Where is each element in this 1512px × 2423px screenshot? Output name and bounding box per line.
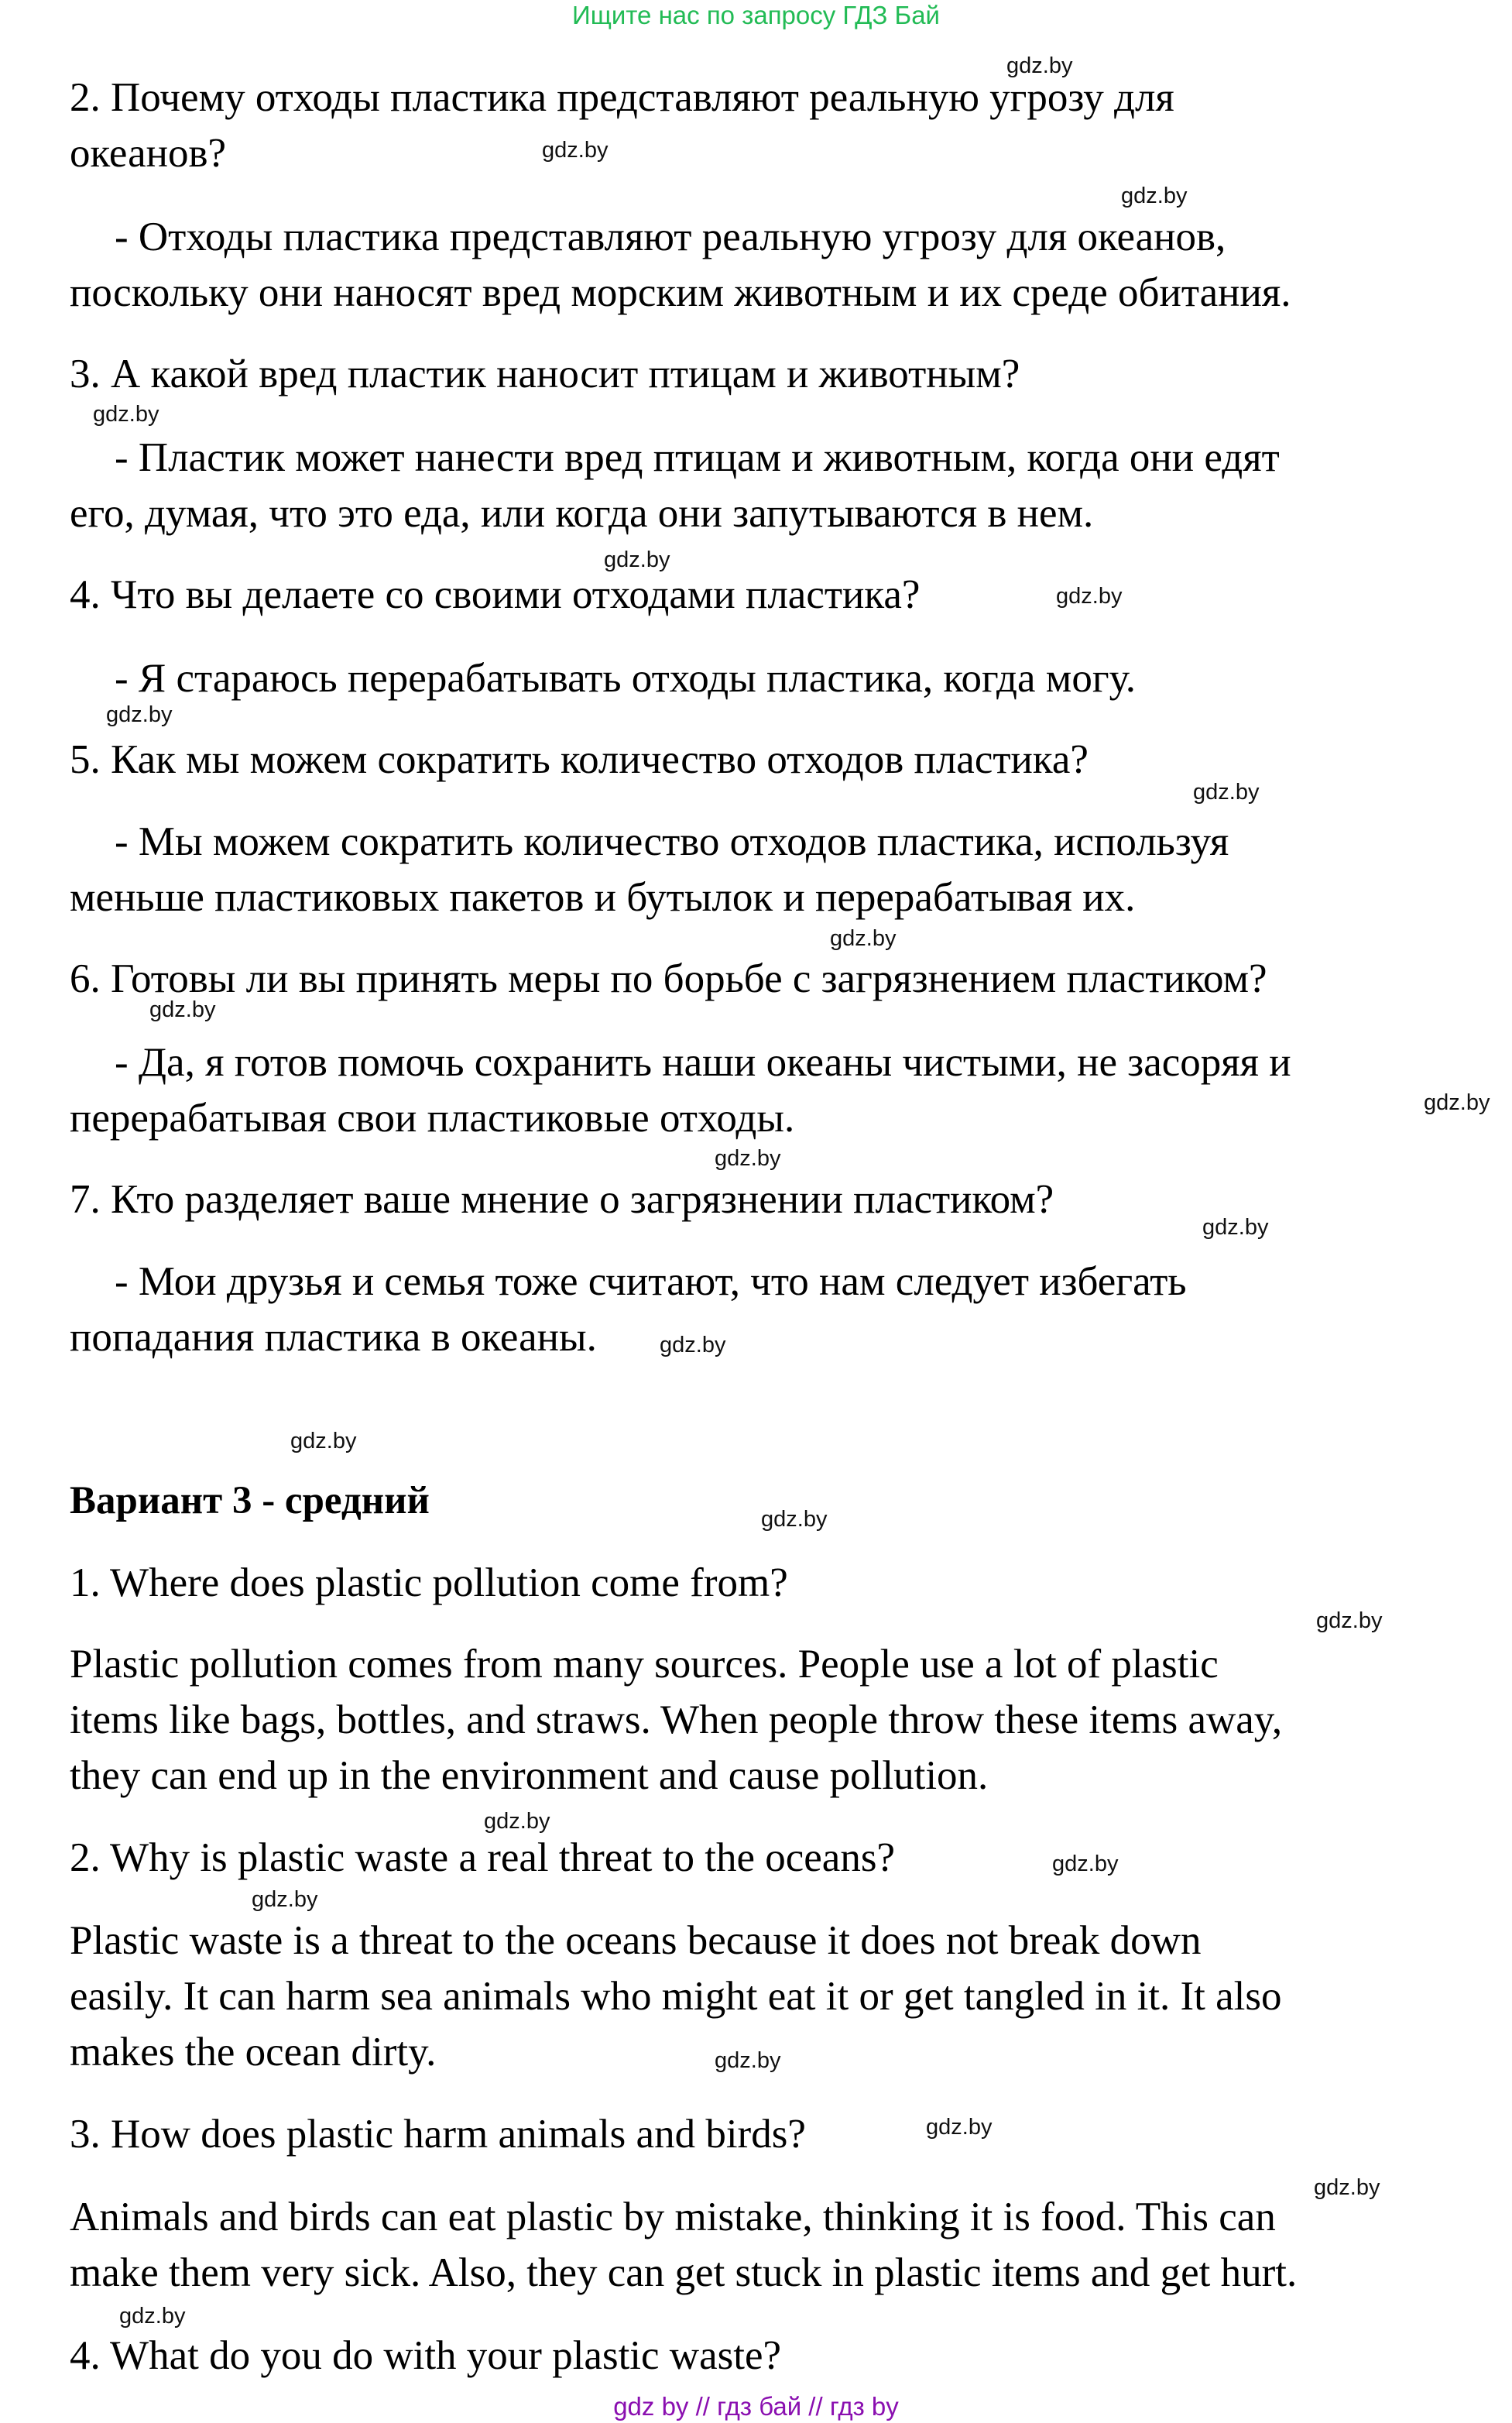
answer-7-ru-cont: попадания пластика в океаны. [70, 1315, 597, 1360]
watermark: gdz.by [1121, 184, 1188, 208]
question-3-en: 3. How does plastic harm animals and birds? [70, 2112, 806, 2157]
answer-2-en-cont-2: makes the ocean dirty. [70, 2030, 437, 2075]
watermark: gdz.by [149, 997, 216, 1022]
watermark: gdz.by [1006, 53, 1073, 78]
answer-7-ru: - Мои друзья и семья тоже считают, что нам следует избегать [115, 1259, 1187, 1304]
watermark: gdz.by [1052, 1852, 1119, 1876]
watermark: gdz.by [290, 1429, 357, 1453]
watermark: gdz.by [542, 138, 609, 163]
question-2-ru-cont: океанов? [70, 131, 227, 176]
answer-1-en-cont-2: they can end up in the environment and cause pollution. [70, 1753, 989, 1798]
watermark: gdz.by [252, 1887, 318, 1912]
watermark: gdz.by [106, 702, 173, 727]
watermark: gdz.by [1314, 2175, 1380, 2200]
answer-2-ru-cont: поскольку они наносят вред морским животным и их среде обитания. [70, 270, 1291, 315]
watermark: gdz.by [830, 926, 897, 951]
answer-5-ru-cont: меньше пластиковых пакетов и бутылок и перерабатывая их. [70, 875, 1136, 920]
watermark: gdz.by [1202, 1215, 1269, 1240]
watermark: gdz.by [1056, 584, 1123, 609]
answer-2-en: Plastic waste is a threat to the oceans because it does not break down [70, 1918, 1202, 1963]
footer-text: gdz by // гдз бай // гдз by [613, 2392, 899, 2421]
question-2-en: 2. Why is plastic waste a real threat to the oceans? [70, 1835, 895, 1880]
question-2-ru: 2. Почему отходы пластика представляют реальную угрозу для [70, 75, 1174, 120]
answer-3-en-cont: make them very sick. Also, they can get stuck in plastic items and get hurt. [70, 2250, 1298, 2295]
watermark: gdz.by [484, 1809, 550, 1834]
section-title: Вариант 3 - средний [70, 1479, 430, 1522]
answer-6-ru: - Да, я готов помочь сохранить наши океаны чистыми, не засоряя и [115, 1040, 1291, 1085]
question-7-ru: 7. Кто разделяет ваше мнение о загрязнении пластиком? [70, 1177, 1054, 1222]
answer-3-en: Animals and birds can eat plastic by mistake, thinking it is food. This can [70, 2195, 1276, 2239]
watermark: gdz.by [1193, 780, 1260, 805]
watermark: gdz.by [1316, 1608, 1383, 1633]
watermark: gdz.by [715, 2048, 781, 2073]
answer-4-ru: - Я стараюсь перерабатывать отходы пластика, когда могу. [115, 656, 1137, 701]
watermark: gdz.by [93, 402, 159, 427]
answer-2-ru: - Отходы пластика представляют реальную угрозу для океанов, [115, 215, 1226, 259]
question-3-ru: 3. А какой вред пластик наносит птицам и животным? [70, 352, 1020, 396]
answer-1-en-cont-1: items like bags, bottles, and straws. When people throw these items away, [70, 1697, 1283, 1742]
answer-2-en-cont-1: easily. It can harm sea animals who might eat it or get tangled in it. It also [70, 1974, 1282, 2019]
question-6-ru: 6. Готовы ли вы принять меры по борьбе с загрязнением пластиком? [70, 956, 1267, 1001]
watermark: gdz.by [761, 1507, 828, 1532]
question-4-ru: 4. Что вы делаете со своими отходами пластика? [70, 572, 921, 617]
watermark: gdz.by [926, 2115, 993, 2140]
top-banner: Ищите нас по запросу ГДЗ Бай [572, 1, 940, 29]
watermark: gdz.by [119, 2304, 186, 2329]
question-4-en: 4. What do you do with your plastic waste? [70, 2333, 781, 2378]
watermark: gdz.by [1424, 1090, 1490, 1115]
answer-6-ru-cont: перерабатывая свои пластиковые отходы. [70, 1096, 795, 1141]
answer-5-ru: - Мы можем сократить количество отходов пластика, используя [115, 819, 1229, 864]
watermark: gdz.by [604, 547, 670, 572]
answer-1-en: Plastic pollution comes from many sources. People use a lot of plastic [70, 1642, 1219, 1687]
answer-3-ru: - Пластик может нанести вред птицам и животным, когда они едят [115, 435, 1280, 480]
watermark: gdz.by [715, 1146, 781, 1171]
watermark: gdz.by [660, 1333, 726, 1357]
answer-3-ru-cont: его, думая, что это еда, или когда они запутываются в нем. [70, 491, 1094, 536]
question-5-ru: 5. Как мы можем сократить количество отходов пластика? [70, 737, 1089, 782]
question-1-en: 1. Where does plastic pollution come from? [70, 1560, 788, 1605]
